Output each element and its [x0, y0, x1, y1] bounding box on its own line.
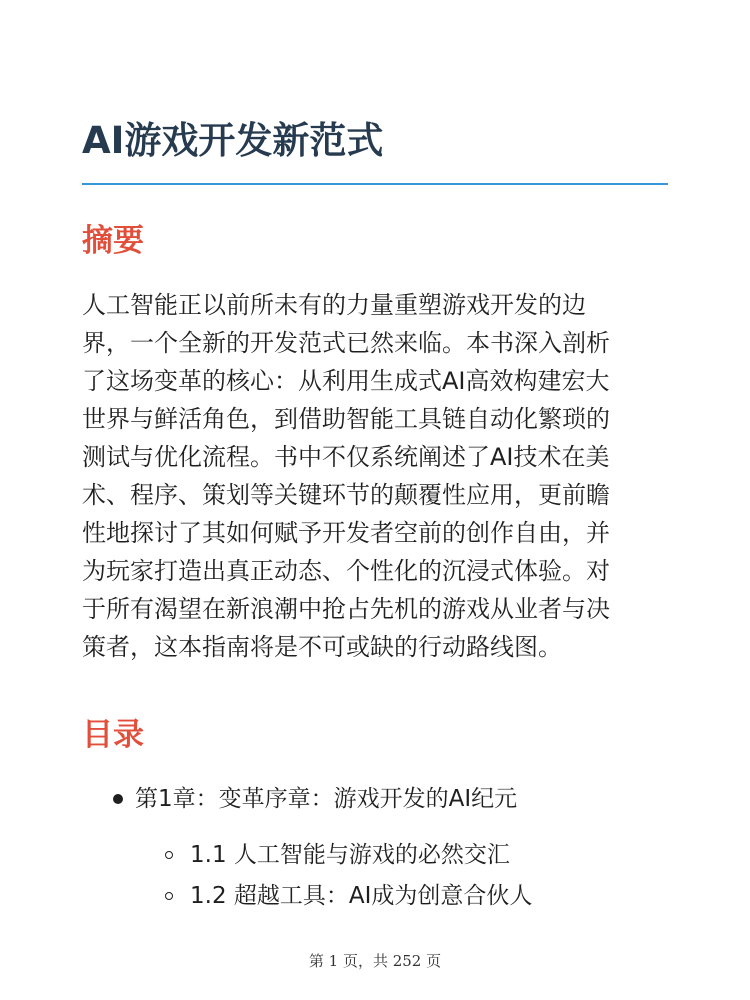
abstract-heading: 摘要	[82, 223, 144, 259]
toc-section-1-2-link[interactable]: 1.2 超越工具：AI成为创意合伙人	[190, 883, 533, 909]
abstract-line: 术、程序、策划等关键环节的颠覆性应用，更前瞻	[82, 481, 610, 509]
abstract-line: 策者，这本指南将是不可或缺的行动路线图。	[82, 633, 562, 661]
document-page	[82, 0, 668, 1000]
abstract-line: 于所有渴望在新浪潮中抢占先机的游戏从业者与决	[82, 595, 610, 623]
abstract-line: 了这场变革的核心：从利用生成式AI高效构建宏大	[82, 367, 610, 395]
abstract-line: 世界与鲜活角色，到借助智能工具链自动化繁琐的	[82, 405, 610, 433]
abstract-line: 性地探讨了其如何赋予开发者空前的创作自由，并	[82, 519, 610, 547]
toc-section-1-1-link[interactable]: 1.1 人工智能与游戏的必然交汇	[190, 842, 510, 868]
page-number-footer: 第 1 页，共 252 页	[308, 952, 442, 970]
toc-heading: 目录	[82, 717, 144, 753]
bullet-icon	[113, 794, 123, 804]
abstract-line: 人工智能正以前所未有的力量重塑游戏开发的边	[82, 291, 586, 319]
hollow-bullet-icon	[165, 892, 173, 900]
document-title: AI游戏开发新范式	[82, 119, 384, 162]
abstract-line: 为玩家打造出真正动态、个性化的沉浸式体验。对	[82, 557, 610, 585]
abstract-line: 测试与优化流程。书中不仅系统阐述了AI技术在美	[82, 443, 610, 471]
hollow-bullet-icon	[165, 851, 173, 859]
abstract-line: 界，一个全新的开发范式已然来临。本书深入剖析	[82, 329, 610, 357]
toc-chapter-1-link[interactable]: 第1章：变革序章：游戏开发的AI纪元	[135, 786, 518, 812]
table-of-contents	[82, 0, 668, 1000]
